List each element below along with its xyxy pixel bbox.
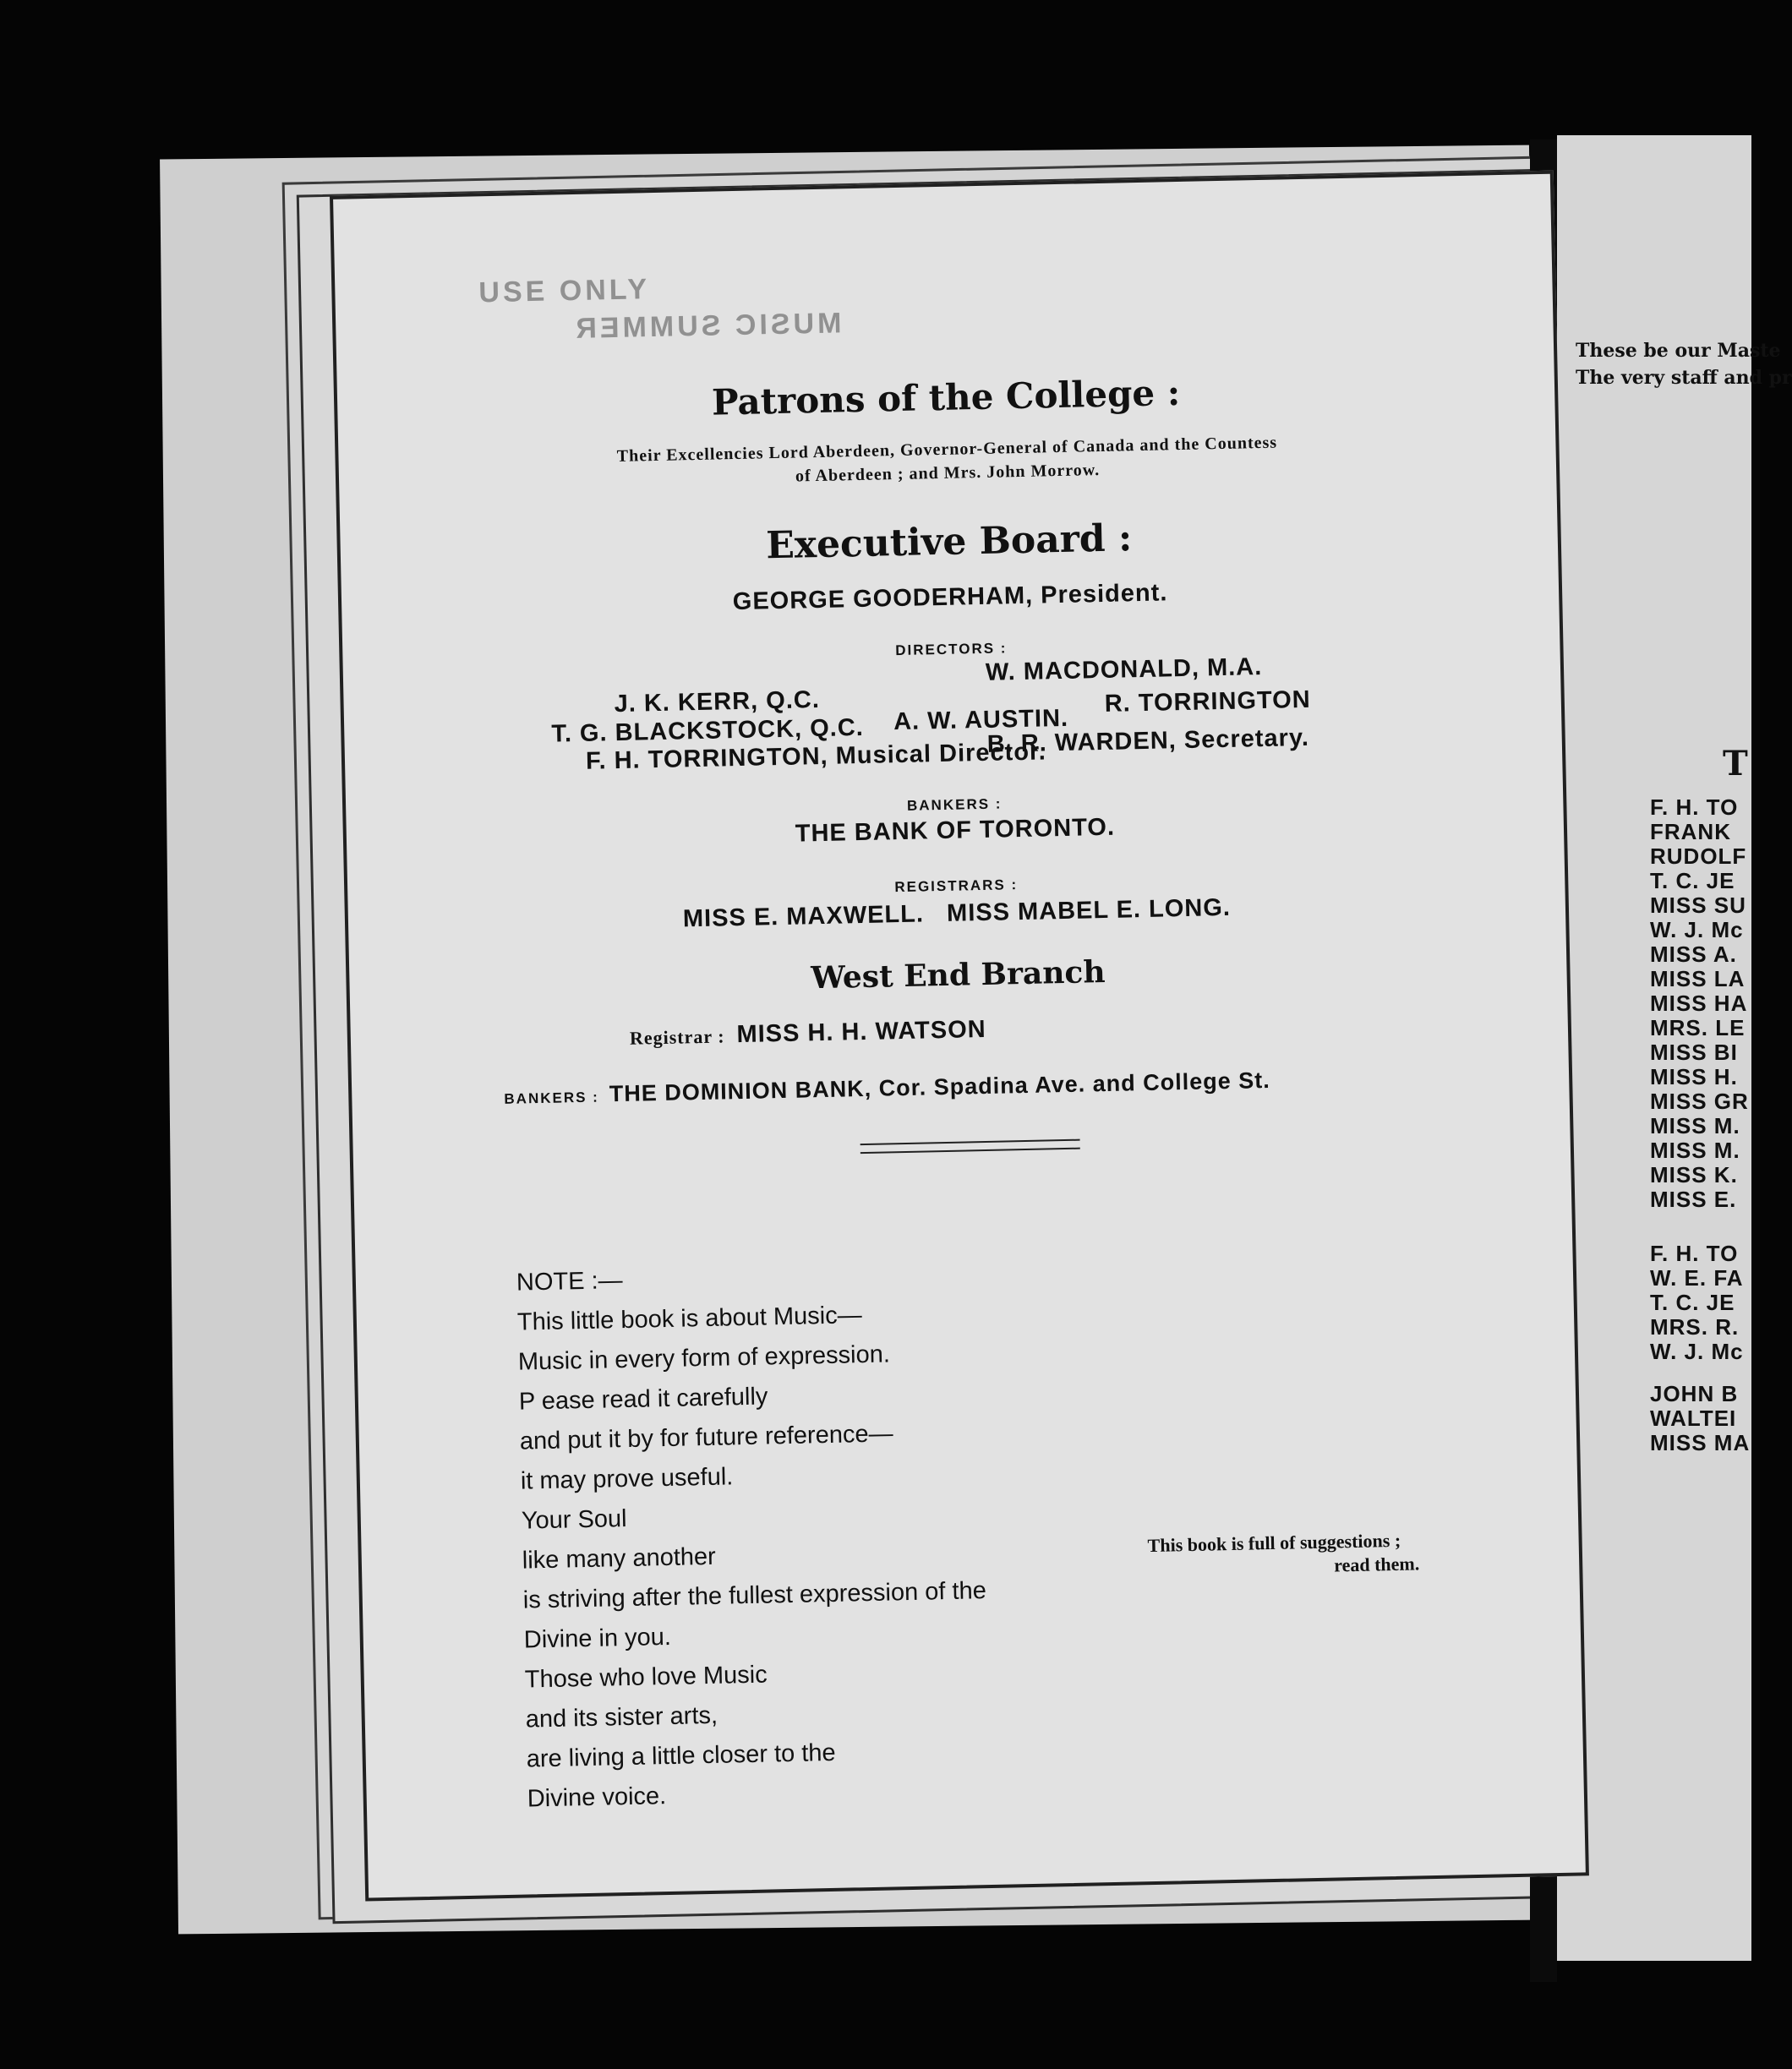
patrons-line: Their Excellencies Lord Aberdeen, Governor-General of Canada and the Countess [616,433,1278,466]
director: W. MACDONALD, M.A. [985,653,1263,686]
west-end-bankers [504,1067,1270,1110]
left-page [330,171,1589,1902]
faculty-name: T. C. JE [1650,868,1735,893]
faculty-name: WALTEI [1650,1406,1737,1431]
faculty-name: MISS LA [1650,966,1746,991]
faculty-name: FRANK [1650,819,1731,844]
director: A. W. AUSTIN. [893,704,1069,736]
faculty-name: MRS. R. [1650,1314,1740,1340]
note-line: Music in every form of expression. [517,1340,891,1376]
faculty-name: MISS BI [1650,1040,1738,1065]
executive-heading: Executive Board : [765,516,1133,568]
registrar-name: MISS H. H. WATSON [736,1015,986,1049]
patrons-line: of Aberdeen ; and Mrs. John Morrow. [795,460,1101,486]
library-stamp: USE ONLY [478,273,651,309]
faculty-name: MISS M. [1650,1138,1740,1163]
registrar-label: Registrar : [629,1025,725,1049]
bankers-label: BANKERS : [504,1089,600,1107]
faculty-name: W. E. FA [1650,1265,1744,1291]
faculty-name: MISS A. [1650,942,1737,967]
right-header-line: The very staff and pr [1576,367,1792,389]
note-line: P ease read it carefully [518,1383,768,1416]
note-line: like many another [522,1542,717,1575]
faculty-name: MISS HA [1650,991,1748,1016]
note-line: is striving after the fullest expression of the [522,1577,987,1614]
note-line: NOTE :— [516,1267,623,1297]
note-line: This little book is about Music— [516,1302,862,1336]
bankers-label: BANKERS : [906,795,1003,814]
faculty-name: F. H. TO [1650,1241,1739,1266]
patrons-heading: Patrons of the College : [711,371,1181,423]
registrars: MISS E. MAXWELL. MISS MABEL E. LONG. [682,893,1232,933]
note-line: it may prove useful. [520,1463,734,1495]
note-line: Those who love Music [524,1661,768,1694]
director: J. K. KERR, Q.C. [614,685,821,718]
directors-label: DIRECTORS : [895,640,1008,659]
note-line: are living a little closer to the [526,1739,836,1773]
faculty-name: MISS GR [1650,1089,1749,1114]
suggestions-note: This book is full of suggestions ; [1147,1529,1401,1557]
note-line: and put it by for future reference— [519,1420,893,1455]
faculty-name: MRS. LE [1650,1015,1746,1040]
director: F. H. TORRINGTON, Musical Director. [585,738,1047,775]
faculty-name: RUDOLF [1650,843,1747,869]
note-line: Your Soul [521,1504,627,1535]
faculty-name: MISS MA [1650,1430,1751,1455]
divider-rule [860,1148,1080,1154]
faculty-name: W. J. Mc [1650,1339,1744,1364]
director: T. G. BLACKSTOCK, Q.C. [551,713,865,748]
faculty-name: W. J. Mc [1650,917,1744,942]
faculty-name: MISS H. [1650,1064,1738,1089]
note-line: Divine voice. [527,1782,667,1813]
registrars-label: REGISTRARS : [894,876,1019,896]
west-end-registrar [630,1016,986,1051]
suggestions-note: read them. [1333,1553,1420,1576]
faculty-name: MISS SU [1650,893,1746,918]
right-header-line: These be our Maste [1576,340,1781,362]
right-heading-fragment: T [1723,744,1748,783]
library-stamp: MUSIC SUMMER [571,307,842,346]
faculty-name: MISS M. [1650,1113,1740,1138]
note-line: Divine in you. [523,1623,672,1654]
divider-rule [860,1139,1080,1145]
faculty-name: MISS E. [1650,1187,1737,1212]
bankers: THE DOMINION BANK, Cor. Spadina Ave. and College St. [609,1067,1271,1107]
note-line: and its sister arts, [525,1701,718,1733]
faculty-name: T. C. JE [1650,1290,1735,1315]
faculty-name: MISS K. [1650,1162,1738,1187]
faculty-name: F. H. TO [1650,794,1739,820]
president: GEORGE GOODERHAM, President. [732,579,1168,616]
bankers: THE BANK OF TORONTO. [795,813,1116,848]
west-end-heading: West End Branch [810,953,1106,996]
right-page [1557,135,1792,1961]
director: B. R. WARDEN, Secretary. [986,723,1310,758]
faculty-name: JOHN B [1650,1381,1739,1406]
director: R. TORRINGTON [1104,685,1312,718]
